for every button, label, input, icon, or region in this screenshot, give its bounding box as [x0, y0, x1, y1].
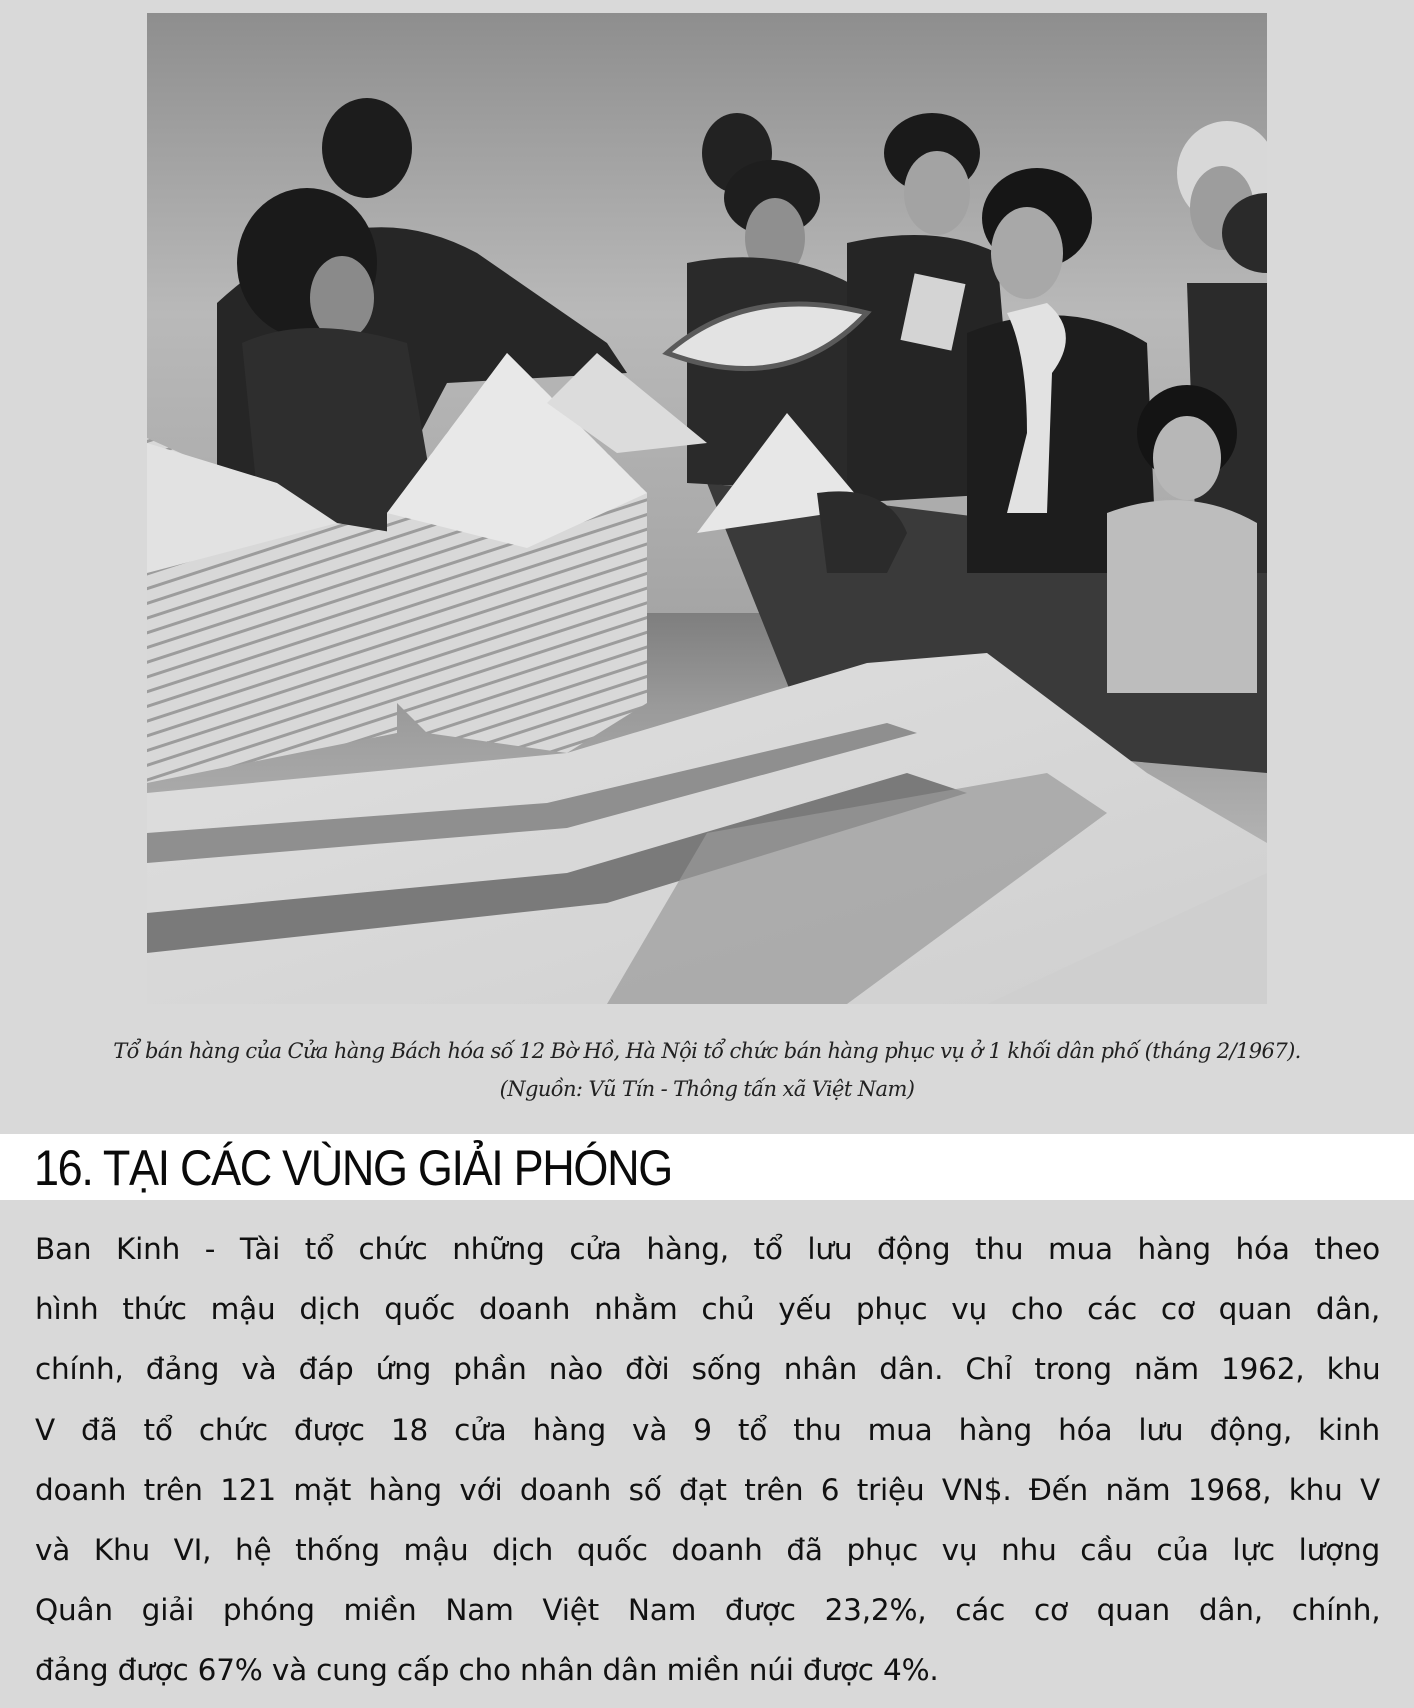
body-line: hình thức mậu dịch quốc doanh nhằm chủ yếu phục vụ cho các cơ quan dân, — [35, 1292, 1380, 1327]
caption-description: Tổ bán hàng của Cửa hàng Bách hóa số 12 Bờ Hồ, Hà Nội tổ chức bán hàng phục vụ ở 1 khối dân phố (tháng 2/1967). — [113, 1039, 1301, 1063]
body-line: Quân giải phóng miền Nam Việt Nam được 23,2%, các cơ quan dân, chính, — [35, 1593, 1381, 1628]
body-line: đảng được 67% và cung cấp cho nhân dân miền núi được 4%. — [35, 1653, 939, 1688]
body-line: và Khu VI, hệ thống mậu dịch quốc doanh đã phục vụ nhu cầu của lực lượng — [35, 1533, 1380, 1568]
photo-illustration — [147, 13, 1267, 1004]
historical-photo — [147, 13, 1267, 1004]
photo-caption — [0, 1032, 1414, 1108]
body-line: V đã tổ chức được 18 cửa hàng và 9 tổ thu mua hàng hóa lưu động, kinh — [35, 1412, 1380, 1447]
section-title: 16. TẠI CÁC VÙNG GIẢI PHÓNG — [34, 1140, 672, 1196]
section-body — [35, 1219, 1380, 1701]
body-line: Ban Kinh - Tài tổ chức những cửa hàng, tổ lưu động thu mua hàng hóa theo — [35, 1232, 1380, 1266]
body-line: chính, đảng và đáp ứng phần nào đời sống nhân dân. Chỉ trong năm 1962, khu — [35, 1352, 1381, 1387]
body-line: doanh trên 121 mặt hàng với doanh số đạt trên 6 triệu VN$. Đến năm 1968, khu V — [35, 1472, 1380, 1507]
caption-source: (Nguồn: Vũ Tín - Thông tấn xã Việt Nam) — [499, 1077, 915, 1101]
section-title-bar — [0, 1134, 1414, 1200]
